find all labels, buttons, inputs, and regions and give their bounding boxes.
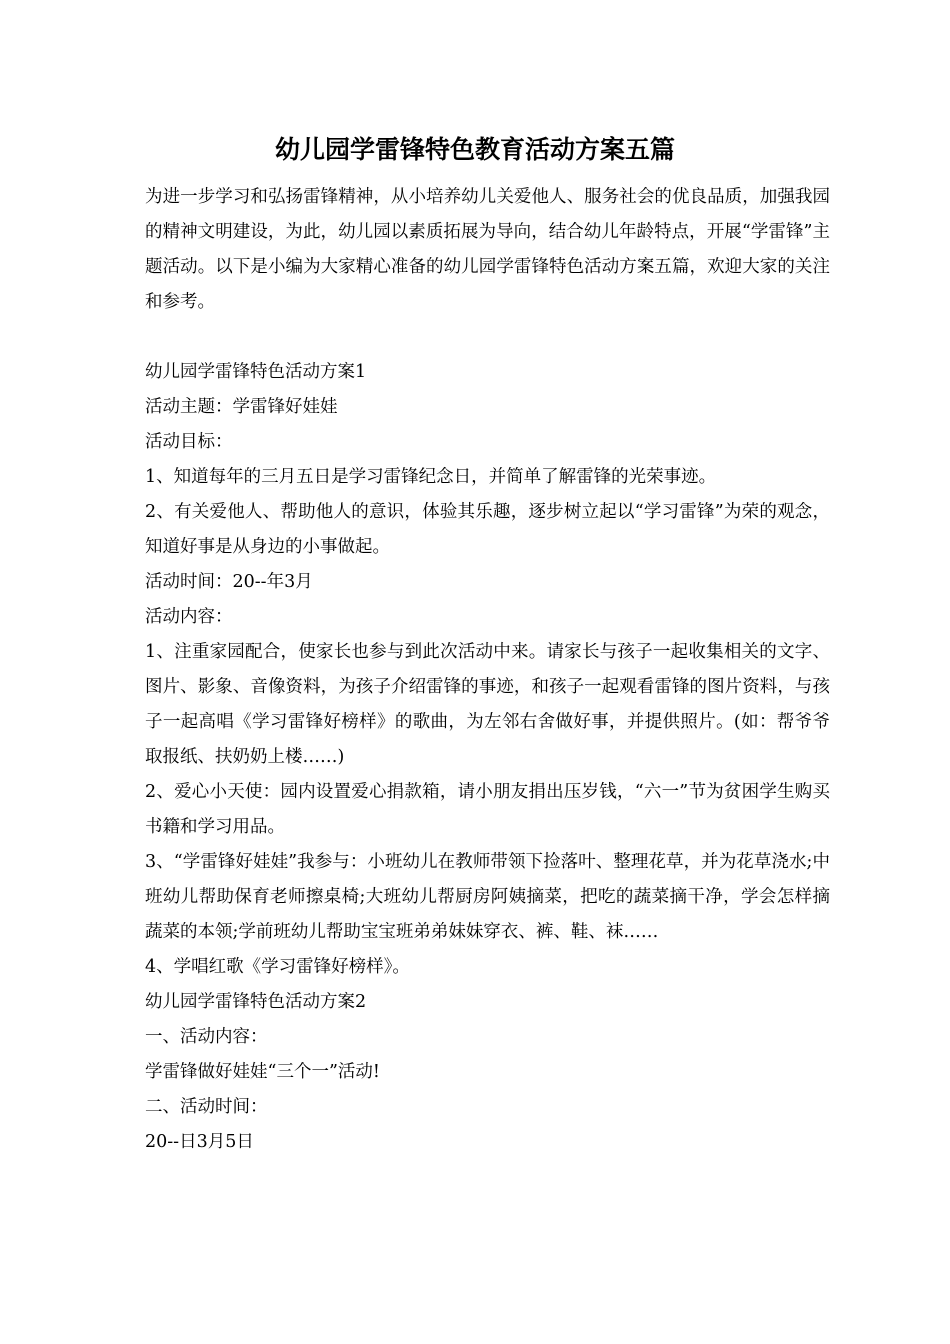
paragraph-spacer bbox=[145, 320, 830, 355]
plan-1-time: 活动时间：20--年3月 bbox=[145, 572, 313, 592]
plan-2-section-label: 二、活动时间： bbox=[145, 1097, 268, 1117]
document-body bbox=[145, 180, 830, 1160]
plan-2-section-label: 一、活动内容： bbox=[145, 1027, 268, 1047]
plan-1-content-item: 4、学唱红歌《学习雷锋好榜样》。 bbox=[145, 957, 410, 977]
intro-paragraph: 为进一步学习和弘扬雷锋精神，从小培养幼儿关爱他人、服务社会的优良品质，加强我园的精神文明建设，为此，幼儿园以素质拓展为导向，结合幼儿年龄特点，开展“学雷锋”主题活动。以下是小编为大家精心准备的幼儿园学雷锋特色活动方案五篇，欢迎大家的关注和参考。 bbox=[145, 187, 830, 312]
plan-1-goal-item: 2、有关爱他人、帮助他人的意识，体验其乐趣，逐步树立起以“学习雷锋”为荣的观念，知道好事是从身边的小事做起。 bbox=[145, 502, 830, 557]
plan-1-content-item: 3、“学雷锋好娃娃”我参与：小班幼儿在教师带领下捡落叶、整理花草，并为花草浇水;中班幼儿帮助保育老师擦桌椅;大班幼儿帮厨房阿姨摘菜，把吃的蔬菜摘干净，学会怎样摘蔬菜的本领;学前班幼儿帮助宝宝班弟弟妹妹穿衣、裤、鞋、袜…… bbox=[145, 852, 830, 942]
plan-2-section-text: 20--日3月5日 bbox=[145, 1132, 254, 1152]
plan-1-content-item: 2、爱心小天使：园内设置爱心捐款箱，请小朋友捐出压岁钱，“六一”节为贫困学生购买书籍和学习用品。 bbox=[145, 782, 830, 837]
plan-1-goal-item: 1、知道每年的三月五日是学习雷锋纪念日，并简单了解雷锋的光荣事迹。 bbox=[145, 467, 717, 487]
plan-1-goals-label: 活动目标： bbox=[145, 432, 233, 452]
plan-2-heading: 幼儿园学雷锋特色活动方案2 bbox=[145, 992, 367, 1012]
plan-1-heading: 幼儿园学雷锋特色活动方案1 bbox=[145, 362, 367, 382]
plan-2-section-text: 学雷锋做好娃娃“三个一”活动! bbox=[145, 1062, 380, 1082]
plan-1-content-label: 活动内容： bbox=[145, 607, 233, 627]
plan-1-theme: 活动主题：学雷锋好娃娃 bbox=[145, 397, 338, 417]
plan-1-content-item: 1、注重家园配合，使家长也参与到此次活动中来。请家长与孩子一起收集相关的文字、图片、影象、音像资料，为孩子介绍雷锋的事迹，和孩子一起观看雷锋的图片资料，与孩子一起高唱《学习雷锋好榜样》的歌曲，为左邻右舍做好事，并提供照片。(如：帮爷爷取报纸、扶奶奶上楼……) bbox=[145, 642, 830, 767]
document-title: 幼儿园学雷锋特色教育活动方案五篇 bbox=[274, 135, 675, 164]
